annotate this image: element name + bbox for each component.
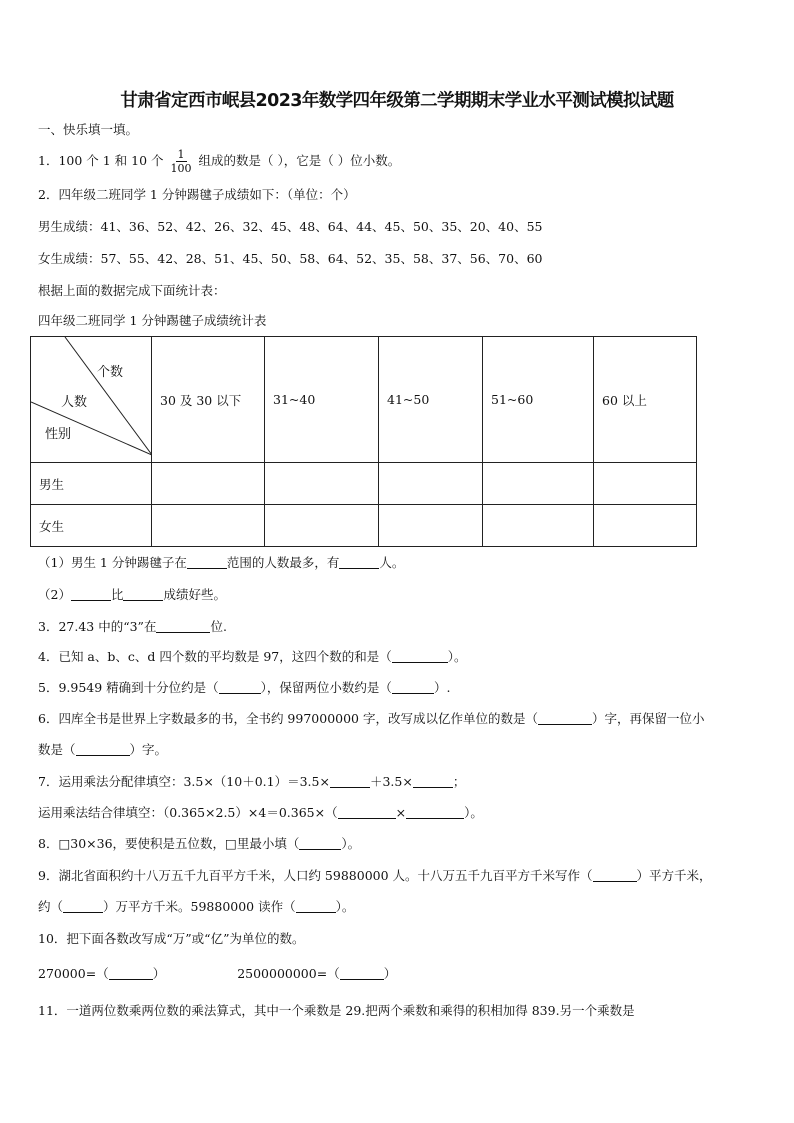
q9-text: 约（ xyxy=(38,899,64,914)
answer-blank[interactable] xyxy=(406,806,464,819)
question-3 xyxy=(38,618,227,636)
question-7a xyxy=(38,773,465,791)
table-title: 四年级二班同学 1 分钟踢毽子成绩统计表 xyxy=(38,313,267,328)
answer-blank[interactable] xyxy=(392,681,434,694)
q2-sub1-text: （1）男生 1 分钟踢毽子在 xyxy=(38,555,187,570)
q5-text: ）. xyxy=(433,680,451,695)
answer-blank[interactable] xyxy=(413,775,453,788)
answer-blank[interactable] xyxy=(338,806,396,819)
question-9 xyxy=(38,867,712,885)
q2-sub1-text: 人。 xyxy=(379,555,405,570)
corner-label-count: 个数 xyxy=(97,365,124,380)
q8-text: 8．□30×36，要使积是五位数，□里最小填（ xyxy=(38,836,300,851)
answer-blank[interactable] xyxy=(339,556,379,569)
question-6-cont xyxy=(38,741,167,759)
q10-close: ） xyxy=(152,966,166,981)
table-cell xyxy=(379,463,483,505)
table-cell xyxy=(265,505,379,547)
answer-blank[interactable] xyxy=(187,556,227,569)
q10-item: 270000=（ xyxy=(38,966,109,981)
section-heading: 一、快乐填一填。 xyxy=(38,122,139,137)
corner-label-people: 人数 xyxy=(61,395,88,410)
question-4 xyxy=(38,648,467,666)
answer-blank[interactable] xyxy=(392,650,448,663)
table-header-row xyxy=(31,337,697,463)
page-title: 甘肃省定西市岷县2023年数学四年级第二学期期末学业水平测试模拟试题 xyxy=(120,91,674,111)
q5-text: 5．9.9549 精确到十分位约是（ xyxy=(38,680,219,695)
table-cell xyxy=(594,505,697,547)
q8-text: ）。 xyxy=(341,836,361,851)
q1-text-before: 1．100 个 1 和 10 个 xyxy=(38,153,164,168)
q9-text: ）平方千米， xyxy=(636,868,712,883)
girls-scores: 女生成绩：57、55、42、28、51、45、50、58、64、52、35、58、37、56、70、60 xyxy=(38,251,543,266)
question-8 xyxy=(38,835,360,853)
question-2-sub-2 xyxy=(38,586,226,604)
q10-close: ） xyxy=(383,966,397,981)
answer-blank[interactable] xyxy=(340,967,384,980)
question-1 xyxy=(38,148,400,175)
question-10-items xyxy=(38,965,396,983)
row-label-girls: 女生 xyxy=(31,505,152,547)
answer-blank[interactable] xyxy=(296,900,336,913)
q2-sub2-text: （2） xyxy=(38,587,71,602)
question-2-intro: 2．四年级二班同学 1 分钟踢毽子成绩如下：（单位：个） xyxy=(38,187,356,202)
header-cell: 31~40 xyxy=(265,337,379,463)
boys-scores: 男生成绩：41、36、52、42、26、32、45、48、64、44、45、50、35、20、40、55 xyxy=(38,219,543,234)
q9-text: ）万平方千米。59880000 读作（ xyxy=(103,899,296,914)
q5-text: ），保留两位小数约是（ xyxy=(260,680,392,695)
stats-table xyxy=(30,336,697,547)
header-cell: 60 以上 xyxy=(594,337,697,463)
q9-text: ）。 xyxy=(335,899,355,914)
question-7b xyxy=(38,804,483,822)
q6-text: 数是（ xyxy=(38,742,76,757)
instruction: 根据上面的数据完成下面统计表： xyxy=(38,283,226,298)
answer-blank[interactable] xyxy=(330,775,370,788)
answer-blank[interactable] xyxy=(63,900,103,913)
q7-text: ）。 xyxy=(464,805,483,820)
q6-text: ）字，再保留一位小 xyxy=(591,711,705,726)
q7-text: × xyxy=(395,805,407,820)
answer-blank[interactable] xyxy=(593,869,637,882)
answer-blank[interactable] xyxy=(299,837,341,850)
table-cell xyxy=(594,463,697,505)
question-6 xyxy=(38,710,705,728)
table-corner-cell xyxy=(31,337,152,463)
row-label-boys: 男生 xyxy=(31,463,152,505)
fraction-numerator: 1 xyxy=(177,148,185,161)
header-cell: 51~60 xyxy=(483,337,594,463)
header-cell: 41~50 xyxy=(379,337,483,463)
q7-text: 7．运用乘法分配律填空：3.5×（10＋0.1）＝3.5× xyxy=(38,774,330,789)
q2-sub2-text: 比 xyxy=(110,587,124,602)
answer-blank[interactable] xyxy=(156,620,210,633)
q2-sub2-text: 成绩好些。 xyxy=(163,587,226,602)
answer-blank[interactable] xyxy=(71,588,111,601)
q6-text: 6．四库全书是世界上字数最多的书，全书约 997000000 字，改写成以亿作单位的数是（ xyxy=(38,711,538,726)
q7-text: ； xyxy=(452,774,466,789)
question-2-sub-1 xyxy=(38,554,404,572)
table-cell xyxy=(379,505,483,547)
answer-blank[interactable] xyxy=(109,967,153,980)
q7-text: ＋3.5× xyxy=(369,774,413,789)
table-cell xyxy=(152,463,265,505)
answer-blank[interactable] xyxy=(219,681,261,694)
q3-text: 3．27.43 中的“3”在 xyxy=(38,619,157,634)
q7-text: 运用乘法结合律填空：（0.365×2.5）×4＝0.365×（ xyxy=(38,805,338,820)
answer-blank[interactable] xyxy=(76,743,130,756)
question-9-cont xyxy=(38,898,354,916)
q4-text: ）。 xyxy=(447,649,467,664)
table-cell xyxy=(152,505,265,547)
corner-label-gender: 性别 xyxy=(45,427,72,442)
q9-text: 9．湖北省面积约十八万五千九百平方千米，人口约 59880000 人。十八万五千九百平方千米写作（ xyxy=(38,868,593,883)
question-10: 10．把下面各数改写成“万”或“亿”为单位的数。 xyxy=(38,931,305,946)
table-cell xyxy=(483,505,594,547)
question-11: 11．一道两位数乘两位数的乘法算式，其中一个乘数是 29.把两个乘数和乘得的积相加得 839.另一个乘数是 xyxy=(38,1003,635,1018)
q6-text: ）字。 xyxy=(129,742,168,757)
q1-text-after: 组成的数是（ ），它是（ ）位小数。 xyxy=(198,153,401,168)
table-cell xyxy=(483,463,594,505)
fraction xyxy=(171,148,192,175)
q3-text: 位. xyxy=(210,619,227,634)
fraction-denominator: 100 xyxy=(170,162,192,175)
table-row xyxy=(31,463,697,505)
question-5 xyxy=(38,679,450,697)
header-cell: 30 及 30 以下 xyxy=(152,337,265,463)
q2-sub1-text: 范围的人数最多，有 xyxy=(226,555,340,570)
table-cell xyxy=(265,463,379,505)
table-row xyxy=(31,505,697,547)
answer-blank[interactable] xyxy=(538,712,592,725)
q4-text: 4．已知 a、b、c、d 四个数的平均数是 97，这四个数的和是（ xyxy=(38,649,392,664)
diagonal-lines xyxy=(31,337,152,463)
q10-item: 2500000000=（ xyxy=(237,966,340,981)
answer-blank[interactable] xyxy=(123,588,163,601)
